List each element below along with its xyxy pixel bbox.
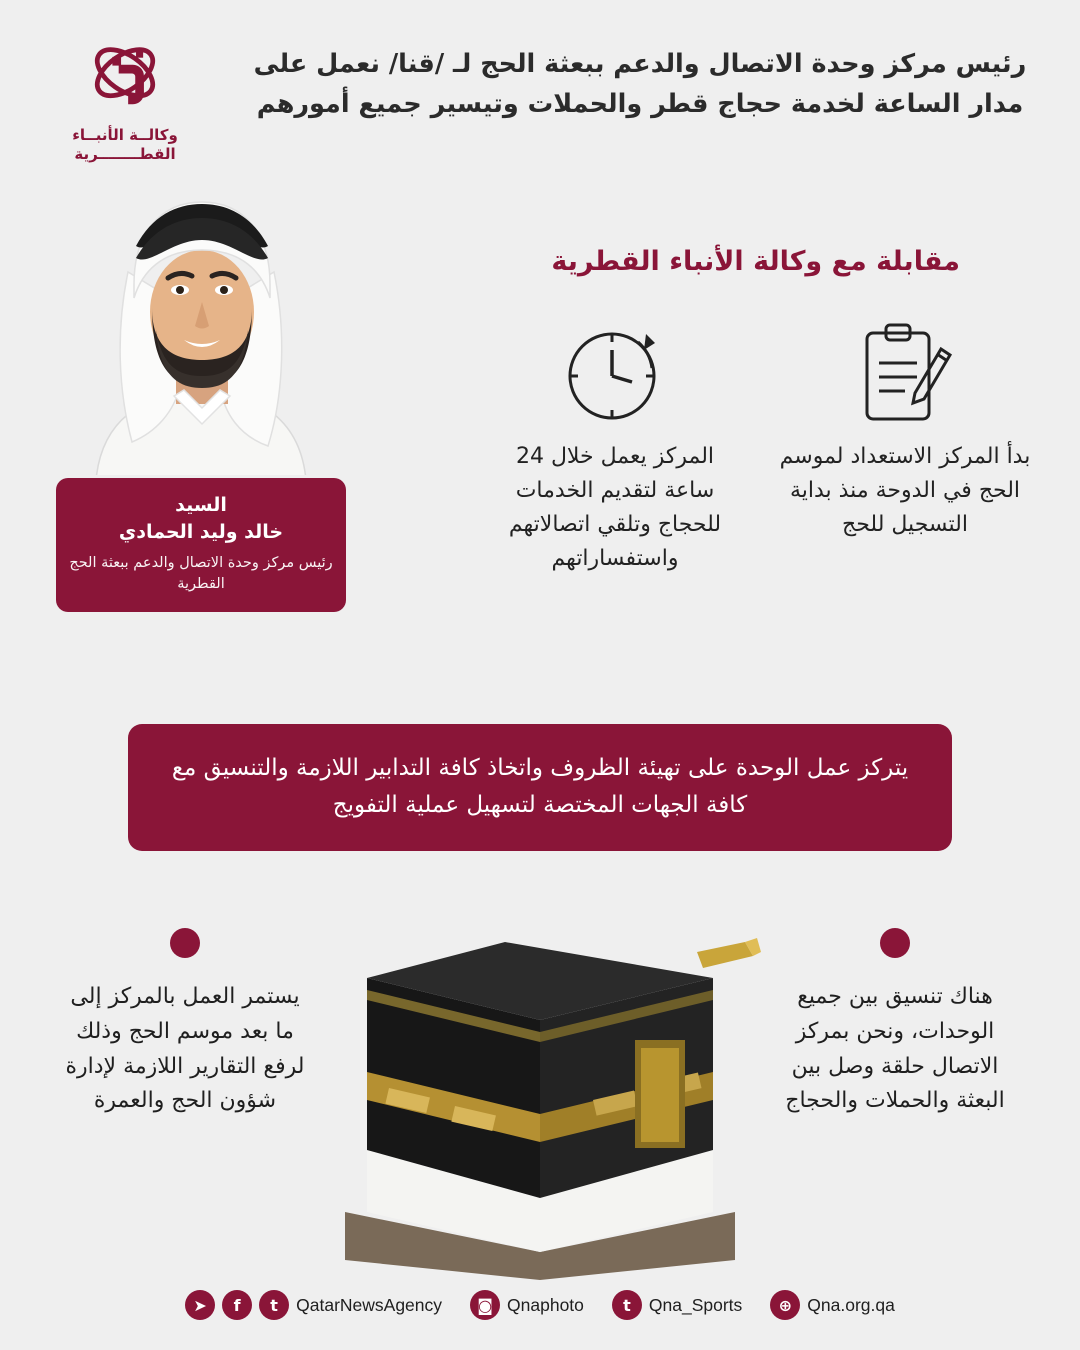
facebook-icon[interactable]: f [222, 1290, 252, 1320]
info-item-clipboard [770, 310, 1040, 542]
social-group-instagram [470, 1290, 584, 1320]
social-handle-main[interactable]: QatarNewsAgency [296, 1294, 443, 1315]
bullet-left [60, 928, 310, 1119]
globe-icon[interactable]: ⊕ [770, 1290, 800, 1320]
interview-section [0, 200, 1080, 630]
instagram-icon[interactable]: ◙ [470, 1290, 500, 1320]
bullet-right [770, 928, 1020, 1119]
person-title: السيد [175, 493, 227, 516]
section-subtitle: مقابلة مع وكالة الأنباء القطرية [551, 245, 960, 277]
qna-atom-logo-icon [77, 38, 173, 120]
qna-logo-text [72, 126, 178, 164]
page-title: رئيس مركز وحدة الاتصال والدعم ببعثة الحج لـ /قنا/ نعمل على مدار الساعة لخدمة حجاج قطر والحملات وتيسير جميع أمورهم [253, 49, 1027, 120]
qna-logo-line1: وكالــة الأنبــاء [72, 126, 178, 144]
bullet-dot-icon [880, 928, 910, 958]
telegram-icon[interactable]: ➤ [185, 1290, 215, 1320]
clipboard-pen-icon [770, 310, 1040, 440]
highlight-banner: يتركز عمل الوحدة على تهيئة الظروف واتخاذ كافة التدابير اللازمة والتنسيق مع كافة الجهات المختصة لتسهيل عملية التفويج [128, 724, 952, 851]
social-group-main [185, 1290, 442, 1320]
person-name: خالد وليد الحمادي [118, 521, 284, 544]
social-handle-instagram[interactable]: Qnaphoto [507, 1294, 584, 1315]
qna-logo [40, 36, 210, 164]
person-name-card [56, 478, 346, 613]
bottom-section [0, 860, 1080, 1280]
social-group-website [770, 1290, 895, 1320]
info-item-clock-text: المركز يعمل خلال 24 ساعة لتقديم الخدمات للحجاج وتلقي اتصالاتهم واستفساراتهم [508, 443, 722, 571]
header [0, 0, 1080, 164]
qna-logo-line2: القطــــــــرية [74, 144, 176, 163]
social-handle-sports[interactable]: Qna_Sports [648, 1294, 743, 1315]
bullet-right-text: هناك تنسيق بين جميع الوحدات، ونحن بمركز الاتصال حلقة وصل بين البعثة والحملات والحجاج [785, 984, 1005, 1114]
person-photo [56, 180, 346, 475]
info-item-clipboard-text: بدأ المركز الاستعداد لموسم الحج في الدوحة منذ بداية التسجيل للحج [779, 443, 1031, 537]
bullet-left-text: يستمر العمل بالمركز إلى ما بعد موسم الحج وذلك لرفع التقارير اللازمة لإدارة شؤون الحج والعمرة [65, 984, 305, 1114]
kaaba-image [305, 860, 775, 1280]
bullet-dot-icon [170, 928, 200, 958]
twitter-icon[interactable]: t [612, 1290, 642, 1320]
clock-icon [480, 310, 750, 440]
website-url[interactable]: Qna.org.qa [807, 1294, 895, 1315]
info-item-clock [480, 310, 750, 576]
footer-social-bar [0, 1260, 1080, 1350]
person-role: رئيس مركز وحدة الاتصال والدعم ببعثة الحج القطرية [69, 554, 333, 593]
twitter-icon[interactable]: t [259, 1290, 289, 1320]
social-group-sports [612, 1290, 742, 1320]
